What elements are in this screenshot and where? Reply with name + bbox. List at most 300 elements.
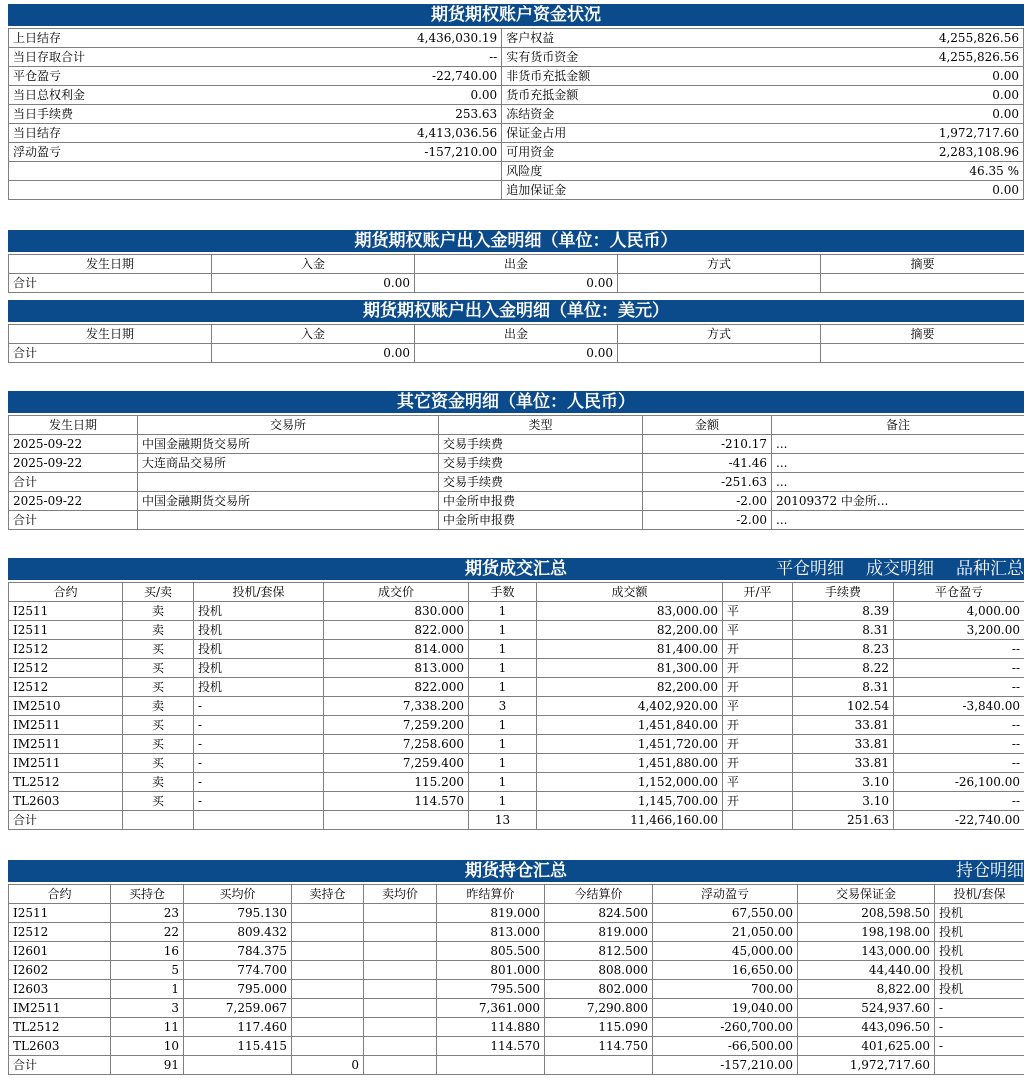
account-value: 2,283,108.96 — [803, 143, 1024, 162]
account-value: 4,255,826.56 — [803, 29, 1024, 48]
trade-cell: 买 — [123, 754, 194, 773]
trades-title-bar — [8, 558, 1024, 582]
account-label: 追加保证金 — [502, 181, 803, 200]
trades-title: 期货成交汇总 — [465, 559, 567, 579]
table-row — [9, 716, 1024, 735]
position-cell: - — [935, 999, 1024, 1018]
position-cell: 801.000 — [437, 961, 545, 980]
account-value: -157,210.00 — [276, 143, 502, 162]
cny-flow-total-cell — [618, 274, 821, 293]
trade-cell: 平 — [723, 602, 793, 621]
usd-flow-header-cell: 摘要 — [821, 325, 1024, 344]
position-cell: 795.500 — [437, 980, 545, 999]
trade-cell: 7,259.200 — [324, 716, 469, 735]
cny-flow-header-cell: 摘要 — [821, 255, 1024, 274]
other-funds-header-cell: 类型 — [439, 416, 643, 435]
trades-header-cell: 手数 — [469, 583, 537, 602]
table-row — [9, 735, 1024, 754]
position-cell: I2512 — [9, 923, 111, 942]
table-row — [9, 792, 1024, 811]
usd-flow-total-cell: 合计 — [9, 344, 212, 363]
position-cell: 投机 — [935, 961, 1024, 980]
trade-cell: 1,451,880.00 — [537, 754, 723, 773]
usd-flow-total-cell — [821, 344, 1024, 363]
positions-total-cell — [545, 1056, 653, 1075]
trade-cell: 1 — [469, 716, 537, 735]
trade-cell: -3,840.00 — [894, 697, 1024, 716]
other-funds-cell: 交易手续费 — [439, 473, 643, 492]
trades-header-cell: 成交额 — [537, 583, 723, 602]
table-row — [9, 659, 1024, 678]
other-funds-cell: 2025-09-22 — [9, 435, 138, 454]
trade-cell: 卖 — [123, 621, 194, 640]
trade-cell: TL2512 — [9, 773, 123, 792]
usd-flow-title: 期货期权账户出入金明细（单位：美元） — [8, 300, 1024, 324]
positions-header-cell: 买均价 — [184, 885, 292, 904]
table-row — [9, 942, 1024, 961]
trade-cell: 1,451,840.00 — [537, 716, 723, 735]
trade-cell: IM2511 — [9, 716, 123, 735]
trade-cell: 3,200.00 — [894, 621, 1024, 640]
position-cell — [292, 904, 364, 923]
trade-cell: 33.81 — [793, 754, 894, 773]
position-cell: 19,040.00 — [653, 999, 798, 1018]
table-row — [9, 961, 1024, 980]
account-value: 0.00 — [803, 86, 1024, 105]
positions-header-cell: 今结算价 — [545, 885, 653, 904]
trade-cell: TL2603 — [9, 792, 123, 811]
position-cell: 23 — [111, 904, 184, 923]
trade-cell: 115.200 — [324, 773, 469, 792]
position-cell — [364, 980, 437, 999]
table-row — [9, 904, 1024, 923]
position-cell: 774.700 — [184, 961, 292, 980]
trade-cell: 7,259.400 — [324, 754, 469, 773]
trade-cell: 7,258.600 — [324, 735, 469, 754]
other-funds-cell: -2.00 — [643, 511, 772, 530]
other-funds-cell: -251.63 — [643, 473, 772, 492]
table-row — [9, 1018, 1024, 1037]
trades-link-2[interactable]: 品种汇总 — [956, 559, 1024, 579]
trade-cell: 1 — [469, 773, 537, 792]
trade-cell: 开 — [723, 659, 793, 678]
trade-cell: I2511 — [9, 621, 123, 640]
account-label: 风险度 — [502, 162, 803, 181]
trades-link-1[interactable]: 成交明细 — [866, 559, 934, 579]
other-funds-cell: 2025-09-22 — [9, 454, 138, 473]
account-row — [9, 105, 1024, 124]
account-label: 当日总权利金 — [9, 86, 277, 105]
trades-link-0[interactable]: 平仓明细 — [776, 559, 844, 579]
trades-total-row — [9, 811, 1024, 830]
trades-header-cell: 买/卖 — [123, 583, 194, 602]
table-row — [9, 602, 1024, 621]
trade-cell: 1 — [469, 754, 537, 773]
trade-cell: 102.54 — [793, 697, 894, 716]
trade-cell: 1,145,700.00 — [537, 792, 723, 811]
trade-cell: -26,100.00 — [894, 773, 1024, 792]
trade-cell: 1 — [469, 735, 537, 754]
account-value: 0.00 — [803, 67, 1024, 86]
account-label: 当日结存 — [9, 124, 277, 143]
trade-cell: -- — [894, 735, 1024, 754]
other-funds-cell: 交易手续费 — [439, 435, 643, 454]
position-cell: 812.500 — [545, 942, 653, 961]
position-cell: 143,000.00 — [798, 942, 935, 961]
trade-cell: 买 — [123, 659, 194, 678]
other-funds-cell: 中金所申报费 — [439, 492, 643, 511]
position-cell: TL2603 — [9, 1037, 111, 1056]
usd-flow-header-cell: 发生日期 — [9, 325, 212, 344]
trade-cell: 卖 — [123, 773, 194, 792]
positions-total-cell: 合计 — [9, 1056, 111, 1075]
trade-cell: 8.31 — [793, 678, 894, 697]
account-row — [9, 124, 1024, 143]
trade-cell: - — [194, 773, 324, 792]
position-cell: - — [935, 1018, 1024, 1037]
position-cell — [292, 961, 364, 980]
other-funds-cell: 中国金融期货交易所 — [138, 435, 439, 454]
other-funds-header-cell: 发生日期 — [9, 416, 138, 435]
position-cell: 16 — [111, 942, 184, 961]
usd-flow-total-cell: 0.00 — [212, 344, 415, 363]
positions-header-cell: 浮动盈亏 — [653, 885, 798, 904]
table-row — [9, 923, 1024, 942]
position-cell: 813.000 — [437, 923, 545, 942]
account-value: 4,436,030.19 — [276, 29, 502, 48]
trade-cell: 开 — [723, 678, 793, 697]
trade-cell: 1,152,000.00 — [537, 773, 723, 792]
trade-cell: 8.22 — [793, 659, 894, 678]
table-row — [9, 773, 1024, 792]
trade-cell: 平 — [723, 621, 793, 640]
trades-header-cell: 成交价 — [324, 583, 469, 602]
account-row — [9, 143, 1024, 162]
table-row — [9, 999, 1024, 1018]
trades-total-cell: 合计 — [9, 811, 123, 830]
account-label: 当日手续费 — [9, 105, 277, 124]
trades-total-cell — [194, 811, 324, 830]
positions-table — [8, 884, 1024, 1075]
trade-cell: 1,451,720.00 — [537, 735, 723, 754]
account-label: 客户权益 — [502, 29, 803, 48]
trade-cell: 投机 — [194, 621, 324, 640]
other-funds-cell: ... — [772, 454, 1024, 473]
table-row — [9, 454, 1024, 473]
position-cell: 11 — [111, 1018, 184, 1037]
trade-cell: I2512 — [9, 678, 123, 697]
position-cell: IM2511 — [9, 999, 111, 1018]
positions-total-cell — [437, 1056, 545, 1075]
trades-total-cell: 251.63 — [793, 811, 894, 830]
trade-cell: 买 — [123, 640, 194, 659]
position-cell: 115.090 — [545, 1018, 653, 1037]
account-label — [9, 162, 277, 181]
position-cell — [292, 942, 364, 961]
positions-section — [8, 860, 1024, 1075]
positions-header-cell: 合约 — [9, 885, 111, 904]
account-label: 冻结资金 — [502, 105, 803, 124]
account-row — [9, 86, 1024, 105]
trade-cell: 开 — [723, 735, 793, 754]
position-cell: 819.000 — [545, 923, 653, 942]
position-cell: 208,598.50 — [798, 904, 935, 923]
position-cell — [292, 1018, 364, 1037]
trade-cell: 买 — [123, 792, 194, 811]
account-label: 保证金占用 — [502, 124, 803, 143]
trade-cell: -- — [894, 754, 1024, 773]
account-label: 实有货币资金 — [502, 48, 803, 67]
position-cell: 10 — [111, 1037, 184, 1056]
trades-section — [8, 558, 1024, 830]
trades-total-cell — [123, 811, 194, 830]
other-funds-cell: 中金所申报费 — [439, 511, 643, 530]
account-row — [9, 48, 1024, 67]
trade-cell: 83,000.00 — [537, 602, 723, 621]
usd-flow-total-cell — [618, 344, 821, 363]
other-funds-cell — [138, 473, 439, 492]
other-funds-header-cell: 金额 — [643, 416, 772, 435]
trades-total-cell: 11,466,160.00 — [537, 811, 723, 830]
position-cell: I2603 — [9, 980, 111, 999]
position-cell: 21,050.00 — [653, 923, 798, 942]
usd-flow-header-cell: 入金 — [212, 325, 415, 344]
trade-cell: 830.000 — [324, 602, 469, 621]
position-cell: 16,650.00 — [653, 961, 798, 980]
position-cell: I2511 — [9, 904, 111, 923]
position-cell — [292, 980, 364, 999]
position-cell: I2601 — [9, 942, 111, 961]
trade-cell: -- — [894, 659, 1024, 678]
account-value: 46.35 % — [803, 162, 1024, 181]
account-label: 非货币充抵金额 — [502, 67, 803, 86]
account-value — [276, 181, 502, 200]
trade-cell: 8.23 — [793, 640, 894, 659]
position-cell: 5 — [111, 961, 184, 980]
account-label: 上日结存 — [9, 29, 277, 48]
position-cell: 7,290.800 — [545, 999, 653, 1018]
account-row — [9, 162, 1024, 181]
cny-flow-total-cell: 0.00 — [212, 274, 415, 293]
position-cell: 802.000 — [545, 980, 653, 999]
cny-flow-header-cell: 方式 — [618, 255, 821, 274]
positions-header-cell: 投机/套保 — [935, 885, 1024, 904]
trades-header-cell: 投机/套保 — [194, 583, 324, 602]
position-cell: - — [935, 1037, 1024, 1056]
positions-total-cell — [364, 1056, 437, 1075]
trade-cell: 82,200.00 — [537, 678, 723, 697]
positions-links — [934, 860, 1024, 882]
trades-total-cell — [324, 811, 469, 830]
trade-cell: - — [194, 697, 324, 716]
account-label — [9, 181, 277, 200]
trade-cell: 8.39 — [793, 602, 894, 621]
other-funds-cell: 合计 — [9, 473, 138, 492]
other-funds-cell: 20109372 中金所... — [772, 492, 1024, 511]
positions-total-cell: -157,210.00 — [653, 1056, 798, 1075]
position-cell: 114.880 — [437, 1018, 545, 1037]
trade-cell: 81,300.00 — [537, 659, 723, 678]
position-cell — [364, 1018, 437, 1037]
position-cell — [364, 961, 437, 980]
account-value: -22,740.00 — [276, 67, 502, 86]
table-row — [9, 980, 1024, 999]
trade-cell: 822.000 — [324, 678, 469, 697]
positions-link-0[interactable]: 持仓明细 — [956, 861, 1024, 881]
trade-cell: 开 — [723, 716, 793, 735]
account-row — [9, 29, 1024, 48]
position-cell — [364, 923, 437, 942]
trade-cell: 3.10 — [793, 773, 894, 792]
table-row — [9, 473, 1024, 492]
trade-cell: 3.10 — [793, 792, 894, 811]
trade-cell: I2512 — [9, 659, 123, 678]
position-cell: 22 — [111, 923, 184, 942]
positions-total-row — [9, 1056, 1024, 1075]
positions-total-cell: 91 — [111, 1056, 184, 1075]
trade-cell: 813.000 — [324, 659, 469, 678]
trade-cell: - — [194, 735, 324, 754]
account-value: 4,413,036.56 — [276, 124, 502, 143]
trades-total-cell — [723, 811, 793, 830]
position-cell: 824.500 — [545, 904, 653, 923]
trades-header-cell: 合约 — [9, 583, 123, 602]
cny-flow-table — [8, 254, 1024, 293]
table-row — [9, 640, 1024, 659]
trade-cell: -- — [894, 792, 1024, 811]
position-cell: 795.000 — [184, 980, 292, 999]
account-value: 4,255,826.56 — [803, 48, 1024, 67]
position-cell — [292, 1037, 364, 1056]
usd-flow-header-cell: 出金 — [415, 325, 618, 344]
position-cell — [364, 999, 437, 1018]
position-cell: 3 — [111, 999, 184, 1018]
trade-cell: 7,338.200 — [324, 697, 469, 716]
position-cell: 44,440.00 — [798, 961, 935, 980]
usd-flow-header-cell: 方式 — [618, 325, 821, 344]
position-cell: 67,550.00 — [653, 904, 798, 923]
position-cell: 198,198.00 — [798, 923, 935, 942]
position-cell — [364, 1037, 437, 1056]
other-funds-cell: ... — [772, 511, 1024, 530]
trades-total-cell: -22,740.00 — [894, 811, 1024, 830]
usd-flow-total-cell: 0.00 — [415, 344, 618, 363]
position-cell: 7,259.067 — [184, 999, 292, 1018]
trade-cell: 1 — [469, 602, 537, 621]
usd-flow-section — [8, 300, 1024, 363]
positions-total-cell: 1,972,717.60 — [798, 1056, 935, 1075]
positions-title: 期货持仓汇总 — [465, 861, 567, 881]
trade-cell: 4,402,920.00 — [537, 697, 723, 716]
trade-cell: 开 — [723, 792, 793, 811]
trade-cell: 投机 — [194, 640, 324, 659]
trade-cell: -- — [894, 678, 1024, 697]
account-value: 253.63 — [276, 105, 502, 124]
trade-cell: 卖 — [123, 602, 194, 621]
trade-cell: 买 — [123, 716, 194, 735]
position-cell: 114.570 — [437, 1037, 545, 1056]
trade-cell: IM2511 — [9, 735, 123, 754]
trade-cell: 33.81 — [793, 716, 894, 735]
cny-flow-header-cell: 入金 — [212, 255, 415, 274]
account-value: -- — [276, 48, 502, 67]
cny-flow-section — [8, 230, 1024, 293]
positions-header-cell: 昨结算价 — [437, 885, 545, 904]
trade-cell: 投机 — [194, 602, 324, 621]
position-cell — [292, 923, 364, 942]
trade-cell: 33.81 — [793, 735, 894, 754]
trades-links — [754, 558, 1024, 580]
trades-header-cell: 平仓盈亏 — [894, 583, 1024, 602]
position-cell — [292, 999, 364, 1018]
account-value — [276, 162, 502, 181]
trade-cell: 买 — [123, 735, 194, 754]
table-row — [9, 621, 1024, 640]
trade-cell: 平 — [723, 697, 793, 716]
position-cell: 805.500 — [437, 942, 545, 961]
other-funds-cell: -41.46 — [643, 454, 772, 473]
account-status-title: 期货期权账户资金状况 — [8, 4, 1024, 28]
account-label: 当日存取合计 — [9, 48, 277, 67]
other-funds-cell: 合计 — [9, 511, 138, 530]
other-funds-cell: ... — [772, 473, 1024, 492]
position-cell: 8,822.00 — [798, 980, 935, 999]
trades-header-cell: 开/平 — [723, 583, 793, 602]
table-row — [9, 697, 1024, 716]
position-cell: 投机 — [935, 923, 1024, 942]
table-row — [9, 1037, 1024, 1056]
trade-cell: - — [194, 716, 324, 735]
trade-cell: 1 — [469, 621, 537, 640]
other-funds-cell: -2.00 — [643, 492, 772, 511]
trade-cell: 114.570 — [324, 792, 469, 811]
table-row — [9, 678, 1024, 697]
position-cell: 117.460 — [184, 1018, 292, 1037]
other-funds-cell: 大连商品交易所 — [138, 454, 439, 473]
position-cell: TL2512 — [9, 1018, 111, 1037]
position-cell: 1 — [111, 980, 184, 999]
cny-flow-title: 期货期权账户出入金明细（单位：人民币） — [8, 230, 1024, 254]
trades-total-cell: 13 — [469, 811, 537, 830]
positions-title-bar — [8, 860, 1024, 884]
cny-flow-total-cell: 0.00 — [415, 274, 618, 293]
other-funds-table — [8, 415, 1024, 530]
trade-cell: -- — [894, 716, 1024, 735]
position-cell: 45,000.00 — [653, 942, 798, 961]
position-cell: 524,937.60 — [798, 999, 935, 1018]
trade-cell: IM2511 — [9, 754, 123, 773]
trade-cell: - — [194, 754, 324, 773]
other-funds-cell: 2025-09-22 — [9, 492, 138, 511]
trade-cell: 开 — [723, 754, 793, 773]
trade-cell: - — [194, 792, 324, 811]
usd-flow-table — [8, 324, 1024, 363]
account-label: 平仓盈亏 — [9, 67, 277, 86]
account-value: 0.00 — [803, 181, 1024, 200]
position-cell: -66,500.00 — [653, 1037, 798, 1056]
positions-total-cell — [184, 1056, 292, 1075]
positions-header-cell: 卖均价 — [364, 885, 437, 904]
trade-cell: 卖 — [123, 697, 194, 716]
position-cell: 808.000 — [545, 961, 653, 980]
other-funds-title: 其它资金明细（单位：人民币） — [8, 391, 1024, 415]
position-cell: 7,361.000 — [437, 999, 545, 1018]
trade-cell: 814.000 — [324, 640, 469, 659]
trades-header-cell: 手续费 — [793, 583, 894, 602]
position-cell: 投机 — [935, 942, 1024, 961]
position-cell: 115.415 — [184, 1037, 292, 1056]
account-row — [9, 181, 1024, 200]
